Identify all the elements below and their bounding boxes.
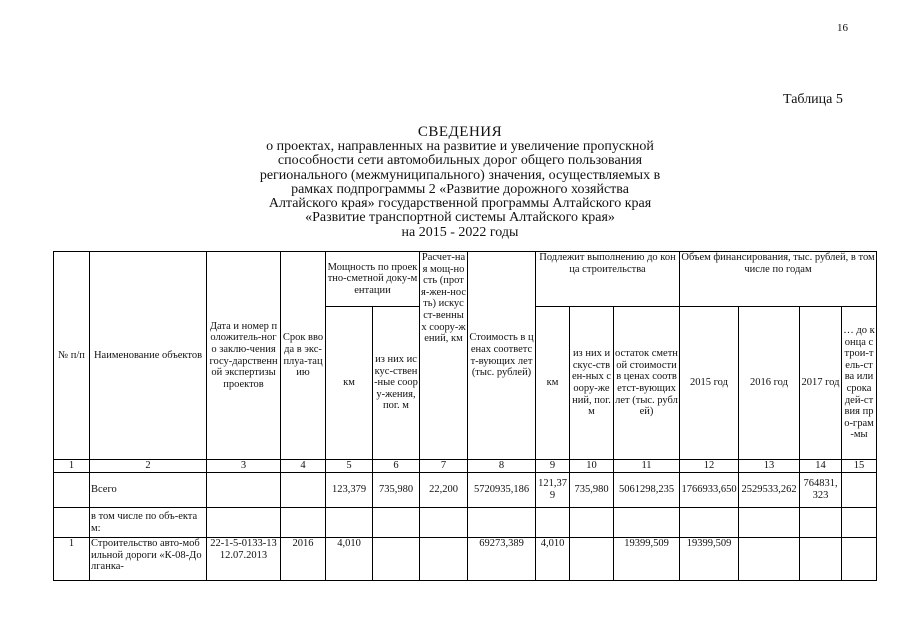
total-remaining-structures: 735,980 — [570, 473, 614, 508]
table-cell — [54, 508, 90, 538]
total-term — [281, 473, 326, 508]
table-cell — [373, 508, 420, 538]
title-line: о проектах, направленных на развитие и увеличение пропускной — [266, 139, 654, 154]
header-remaining-group: Подлежит выполнению до конца строительства — [536, 252, 680, 307]
column-number: 3 — [207, 460, 281, 473]
table-cell — [536, 508, 570, 538]
table-label: Таблица 5 — [783, 92, 843, 107]
header-financing-group: Объем финансирования, тыс. рублей, в том числе по годам — [680, 252, 877, 307]
row-2015: 19399,509 — [680, 538, 739, 581]
column-number: 8 — [468, 460, 536, 473]
row-capacity-km: 4,010 — [326, 538, 373, 581]
header-capacity-structures: из них искус-ствен-ные соору-жения, пог. м — [373, 307, 420, 460]
total-calc-capacity: 22,200 — [420, 473, 468, 508]
title-line: рамках подпрограммы 2 «Развитие дорожного хозяйства — [291, 181, 629, 197]
column-number: 14 — [800, 460, 842, 473]
column-number: 11 — [614, 460, 680, 473]
title-line: регионального (межмуниципального) значения, осуществляемых в — [259, 167, 661, 183]
header-2015: 2015 год — [680, 307, 739, 460]
column-number: 12 — [680, 460, 739, 473]
row-num: 1 — [54, 538, 90, 581]
header-cost: Стоимость в ценах соответст-вующих лет (тыс. рублей) — [468, 252, 536, 460]
projects-table — [53, 251, 877, 581]
title-line: «Развитие транспортной системы Алтайского края» — [305, 210, 615, 226]
row-calc-capacity — [420, 538, 468, 581]
header-calc-capacity: Расчет-ная мощ-ность (протя-жен-ность) искусст-венных соору-жений, км — [420, 252, 468, 460]
page-number: 16 — [837, 22, 848, 34]
total-num — [54, 473, 90, 508]
total-2017: 764831,323 — [800, 473, 842, 508]
title-line: способности сети автомобильных дорог общего пользования — [277, 153, 643, 169]
total-capacity-structures: 735,980 — [373, 473, 420, 508]
column-number: 1 — [54, 460, 90, 473]
total-remaining-cost: 5061298,235 — [614, 473, 680, 508]
table-cell — [420, 508, 468, 538]
row-remaining-structures — [570, 538, 614, 581]
total-until-end — [842, 473, 877, 508]
column-number: 2 — [90, 460, 207, 473]
row-remaining-cost: 19399,509 — [614, 538, 680, 581]
column-number: 13 — [739, 460, 800, 473]
row-cost: 69273,389 — [468, 538, 536, 581]
row-name: Строительство авто-мобильной дороги «К-08-Долганка- — [90, 538, 207, 581]
column-number: 7 — [420, 460, 468, 473]
column-number: 6 — [373, 460, 420, 473]
header-remaining-cost: остаток сметной стоимости в ценах соответст-вующих лет (тыс. рублей) — [614, 307, 680, 460]
header-remaining-km: км — [536, 307, 570, 460]
column-number: 9 — [536, 460, 570, 473]
header-until-end: … до конца строи-тель-ства или срока дей-ствия про-грам-мы — [842, 307, 877, 460]
header-row — [54, 252, 877, 307]
table-cell — [281, 508, 326, 538]
total-expertise — [207, 473, 281, 508]
header-term: Срок ввода в экс-плуа-тацию — [281, 252, 326, 460]
table-cell — [570, 508, 614, 538]
title-line: Алтайского края» государственной программы Алтайского края — [268, 196, 652, 212]
row-capacity-structures — [373, 538, 420, 581]
row-remaining-km: 4,010 — [536, 538, 570, 581]
row-2017 — [800, 538, 842, 581]
row-term: 2016 — [281, 538, 326, 581]
total-cost: 5720935,186 — [468, 473, 536, 508]
header-2016: 2016 год — [739, 307, 800, 460]
table-cell — [680, 508, 739, 538]
column-number: 5 — [326, 460, 373, 473]
row-expertise: 22-1-5-0133-13 12.07.2013 — [207, 538, 281, 581]
row-until-end — [842, 538, 877, 581]
table-cell — [326, 508, 373, 538]
header-remaining-structures: из них искус-ствен-ных соору-жений, пог. м — [570, 307, 614, 460]
including-row — [54, 508, 877, 538]
header-capacity-km: км — [326, 307, 373, 460]
total-remaining-km: 121,379 — [536, 473, 570, 508]
total-label: Всего — [90, 473, 207, 508]
document-title — [180, 124, 740, 240]
total-capacity-km: 123,379 — [326, 473, 373, 508]
table-row — [54, 538, 877, 581]
header-num: № п/п — [54, 252, 90, 460]
table-cell — [800, 508, 842, 538]
header-name: Наименование объектов — [90, 252, 207, 460]
table-cell — [614, 508, 680, 538]
column-number: 15 — [842, 460, 877, 473]
header-capacity-group: Мощность по проектно-сметной доку-ментации — [326, 252, 420, 307]
header-2017: 2017 год — [800, 307, 842, 460]
column-number: 4 — [281, 460, 326, 473]
header-expertise: Дата и номер положитель-ного заклю-чения госу-дарственной экспертизы проектов — [207, 252, 281, 460]
title-main: СВЕДЕНИЯ — [417, 124, 503, 140]
total-row — [54, 473, 877, 508]
table-cell — [207, 508, 281, 538]
column-number: 10 — [570, 460, 614, 473]
title-line: на 2015 - 2022 годы — [401, 224, 519, 240]
table-cell — [842, 508, 877, 538]
including-label: в том числе по объ-ектам: — [90, 508, 207, 538]
table-cell — [468, 508, 536, 538]
table-cell — [739, 508, 800, 538]
column-numbers-row — [54, 460, 877, 473]
row-2016 — [739, 538, 800, 581]
total-2016: 2529533,262 — [739, 473, 800, 508]
total-2015: 1766933,650 — [680, 473, 739, 508]
